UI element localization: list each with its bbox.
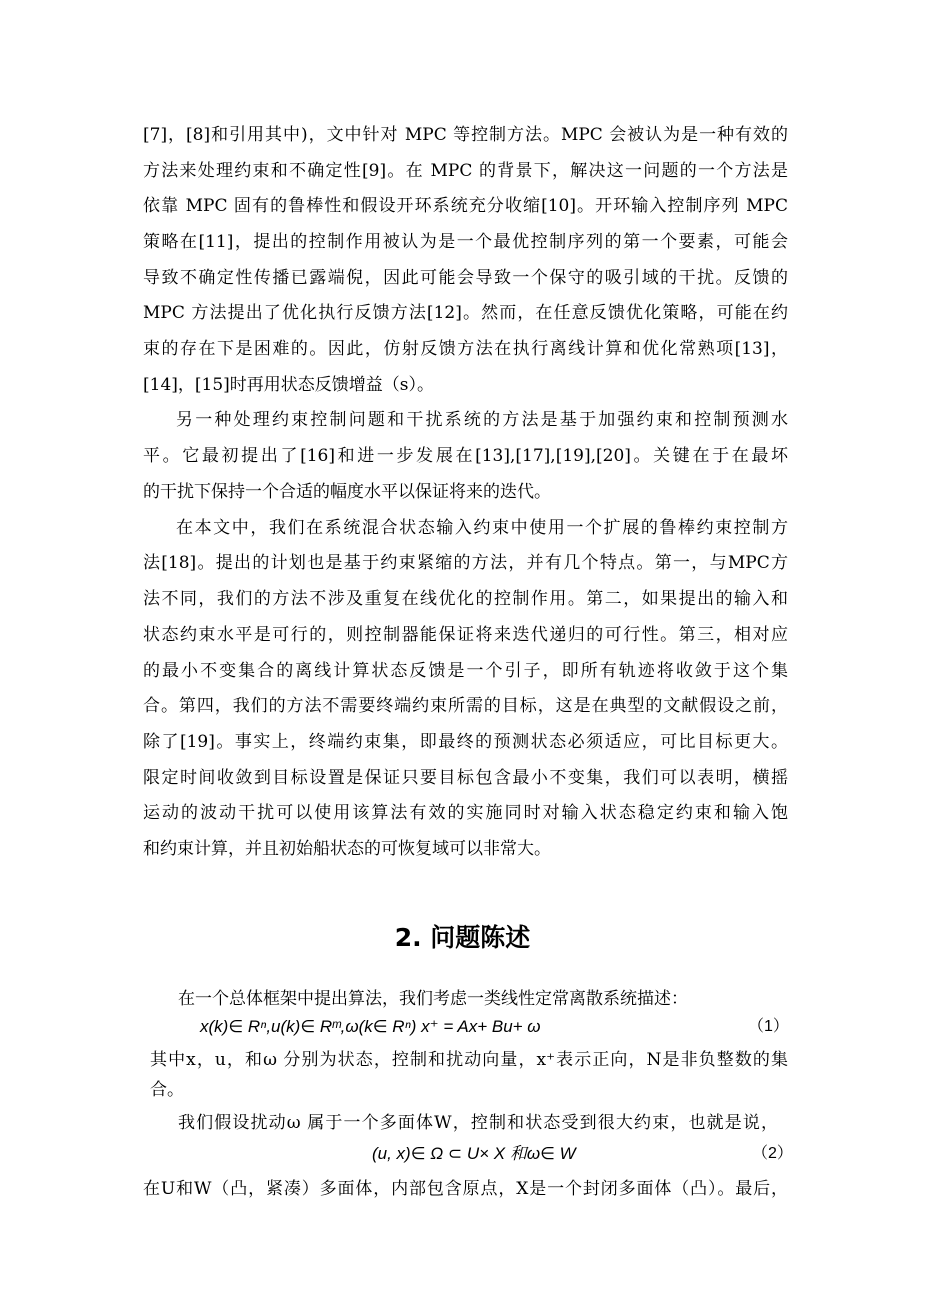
section-heading: 2. 问题陈述 xyxy=(394,923,531,952)
equation-1-number: （1） xyxy=(748,1018,789,1035)
paragraph-line: 限定时间收敛到目标设置是保证只要目标包含最小不变集，我们可以表明，横摇 xyxy=(143,768,788,788)
paragraph-line: 法不同，我们的方法不涉及重复在线优化的控制作用。第二，如果提出的输入和 xyxy=(143,589,788,609)
paragraph-line: 在本文中，我们在系统混合状态输入约束中使用一个扩展的鲁棒约束控制方 xyxy=(176,518,788,538)
paragraph-line: 运动的波动干扰可以使用该算法有效的实施同时对输入状态稳定约束和输入饱 xyxy=(143,803,788,823)
paragraph-line: 另一种处理约束控制问题和干扰系统的方法是基于加强约束和控制预测水 xyxy=(176,410,788,430)
paragraph-line: 在U和W（凸，紧凑）多面体，内部包含原点，X是一个封闭多面体（凸）。最后， xyxy=(143,1179,788,1199)
paragraph-line: 的最小不变集合的离线计算状态反馈是一个引子，即所有轨迹将收敛于这个集 xyxy=(143,661,788,681)
paragraph-line: 依靠 MPC 固有的鲁棒性和假设开环系统充分收缩[10]。开环输入控制序列 MPC xyxy=(143,196,788,216)
paragraph-line: 策略在[11]，提出的控制作用被认为是一个最优控制序列的第一个要素，可能会 xyxy=(143,232,788,252)
paragraph-line: 和约束计算，并且初始船状态的可恢复域可以非常大。 xyxy=(143,839,551,859)
paragraph-line: 我们假设扰动ω 属于一个多面体W，控制和状态受到很大约束，也就是说， xyxy=(178,1113,778,1133)
paragraph-line: 的干扰下保持一个合适的幅度水平以保证将来的迭代。 xyxy=(143,482,551,502)
paragraph-line: 导致不确定性传播已露端倪，因此可能会导致一个保守的吸引域的干扰。反馈的 xyxy=(143,268,788,288)
equation-1: x(k)∈ Rⁿ,u(k)∈ Rᵐ,ω(k∈ Rⁿ) x⁺ = Ax+ Bu+ ω xyxy=(200,1017,541,1036)
paragraph-line: 其中x，u，和ω 分别为状态，控制和扰动向量，x⁺表示正向，N是非负整数的集 xyxy=(150,1050,788,1070)
paragraph-line: 方法来处理约束和不确定性[9]。在 MPC 的背景下，解决这一问题的一个方法是 xyxy=(143,161,788,181)
paragraph-line: 除了[19]。事实上，终端约束集，即最终的预测状态必须适应，可比目标更大。 xyxy=(143,732,788,752)
paragraph-line: 状态约束水平是可行的，则控制器能保证将来迭代递归的可行性。第三，相对应 xyxy=(143,625,788,645)
equation-2-number: （2） xyxy=(752,1145,793,1162)
paragraph-line: 法[18]。提出的计划也是基于约束紧缩的方法，并有几个特点。第一，与MPC方 xyxy=(143,553,788,573)
paragraph-line: [7]，[8]和引用其中)，文中针对 MPC 等控制方法。MPC 会被认为是一种有效的 xyxy=(143,125,788,145)
paragraph-line: 束的存在下是困难的。因此，仿射反馈方法在执行离线计算和优化常熟项[13]， xyxy=(143,339,788,359)
paragraph-line: 在一个总体框架中提出算法，我们考虑一类线性定常离散系统描述： xyxy=(178,989,688,1009)
paragraph-line: 平。它最初提出了[16]和进一步发展在[13],[17],[19],[20]。关键在于在最坏 xyxy=(143,446,788,466)
equation-2: (u, x)∈ Ω ⊂ U× X 和ω∈ W xyxy=(372,1144,576,1163)
paragraph-line: 合。 xyxy=(150,1080,184,1100)
paragraph-line: MPC 方法提出了优化执行反馈方法[12]。然而，在任意反馈优化策略，可能在约 xyxy=(143,303,788,323)
paragraph-line: [14]，[15]时再用状态反馈增益（s）。 xyxy=(143,375,435,395)
paragraph-line: 合。第四，我们的方法不需要终端约束所需的目标，这是在典型的文献假设之前， xyxy=(143,696,788,716)
